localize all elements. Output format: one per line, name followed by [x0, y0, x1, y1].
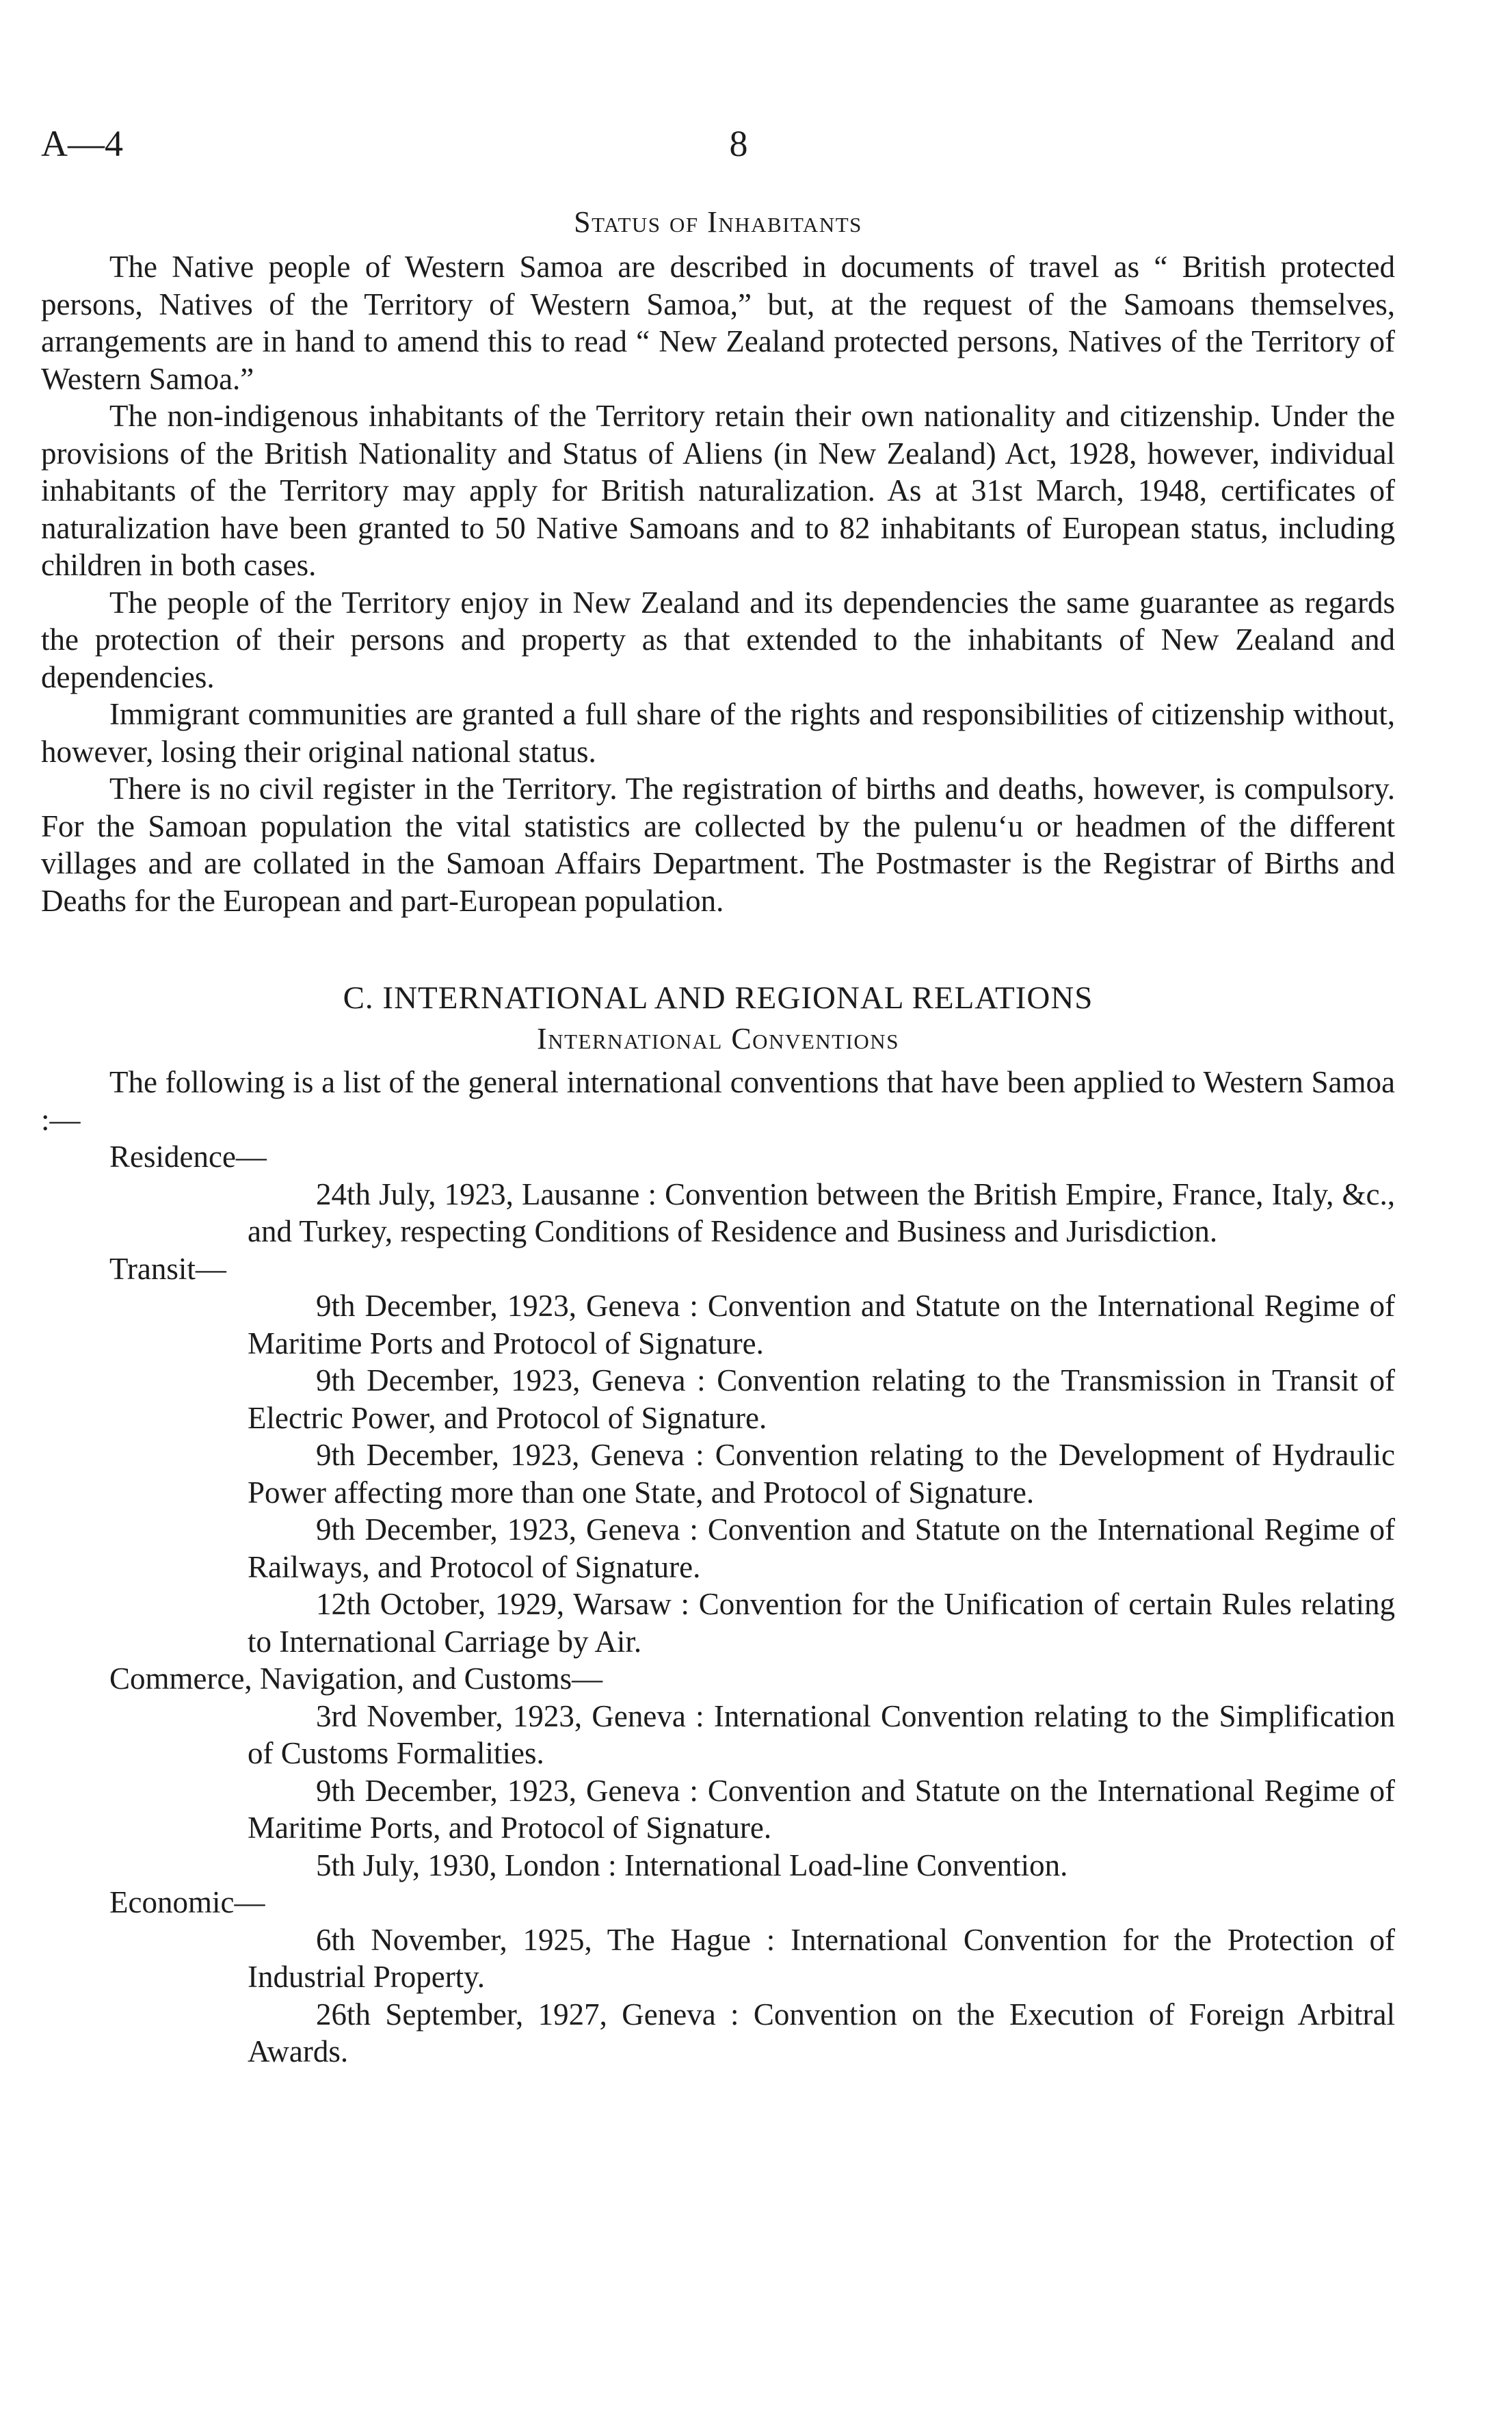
- category-residence-label: Residence—: [109, 1140, 267, 1174]
- status-paragraph: The people of the Territory enjoy in New Zealand and its dependencies the same guarantee as regards the protection of their persons and property as that extended to the inhabitants of New Zealand and dependencies.: [41, 585, 1395, 694]
- convention-entry: 9th December, 1923, Geneva : Convention and Statute on the International Regime of Maritime Ports, and Protocol of Signature.: [248, 1773, 1395, 1845]
- category-commerce-label: Commerce, Navigation, and Customs—: [109, 1661, 603, 1696]
- convention-entry: 9th December, 1923, Geneva : Convention relating to the Transmission in Transit of Electric Power, and Protocol of Signature.: [248, 1363, 1395, 1435]
- status-paragraph: Immigrant communities are granted a full share of the rights and responsibilities of citizenship without, however, losing their original national status.: [41, 697, 1395, 769]
- convention-entry: 9th December, 1923, Geneva : Convention and Statute on the International Regime of Railways, and Protocol of Signature.: [248, 1512, 1395, 1584]
- page-content: [41, 202, 1395, 2071]
- page-number: 8: [729, 123, 748, 164]
- status-paragraph: The Native people of Western Samoa are described in documents of travel as “ British protected persons, Natives of the Territory of Western Samoa,” but, at the request of the Samoans themselves, arrangements are in hand to amend this to read “ New Zealand protected persons, Natives of the Territory of Western Samoa.”: [41, 250, 1395, 396]
- convention-entry: 9th December, 1923, Geneva : Convention relating to the Development of Hydraulic Power affecting more than one State, and Protocol of Signature.: [248, 1438, 1395, 1510]
- economic-entries: [41, 1921, 1395, 2071]
- convention-entry: 5th July, 1930, London : International Load-line Convention.: [316, 1848, 1068, 1882]
- residence-entries: [41, 1176, 1395, 1250]
- document-reference: A—4: [41, 123, 123, 164]
- conventions-intro: The following is a list of the general international conventions that have been applied to Western Samoa :—: [41, 1065, 1395, 1137]
- international-conventions-heading: International Conventions: [537, 1022, 899, 1055]
- convention-entry: 6th November, 1925, The Hague : International Convention for the Protection of Industrial Property.: [248, 1922, 1395, 1994]
- commerce-entries: [41, 1698, 1395, 1884]
- page-header: [41, 116, 1436, 171]
- convention-entry: 12th October, 1929, Warsaw : Convention for the Unification of certain Rules relating to International Carriage by Air.: [248, 1587, 1395, 1659]
- convention-entry: 26th September, 1927, Geneva : Convention on the Execution of Foreign Arbitral Awards.: [248, 1997, 1395, 2068]
- category-economic-label: Economic—: [109, 1885, 265, 1919]
- convention-entry: 9th December, 1923, Geneva : Convention and Statute on the International Regime of Maritime Ports and Protocol of Signature.: [248, 1289, 1395, 1361]
- status-paragraph: There is no civil register in the Territory. The registration of births and deaths, however, is compulsory. For the Samoan population the vital statistics are collected by the pulenu‘u or headmen of the different villages and are collated in the Samoan Affairs Department. The Postmaster is the Registrar of Births and Deaths for the European and part-European population.: [41, 772, 1395, 918]
- category-transit-label: Transit—: [109, 1251, 226, 1286]
- convention-entry: 24th July, 1923, Lausanne : Convention between the British Empire, France, Italy, &c., and Turkey, respecting Conditions of Residence and Business and Jurisdiction.: [248, 1177, 1395, 1248]
- status-paragraph: The non-indigenous inhabitants of the Territory retain their own nationality and citizenship. Under the provisions of the British Nationality and Status of Aliens (in New Zealand) Act, 1928, however, individual inhabitants of the Territory may apply for British naturalization. As at 31st March, 1948, certificates of naturalization have been granted to 50 Native Samoans and to 82 inhabitants of European status, including children in both cases.: [41, 399, 1395, 582]
- status-of-inhabitants-heading: Status of Inhabitants: [574, 205, 862, 239]
- convention-entry: 3rd November, 1923, Geneva : International Convention relating to the Simplification of Customs Formalities.: [248, 1698, 1395, 1770]
- section-c-title: C. INTERNATIONAL AND REGIONAL RELATIONS: [343, 980, 1093, 1016]
- transit-entries: [41, 1287, 1395, 1660]
